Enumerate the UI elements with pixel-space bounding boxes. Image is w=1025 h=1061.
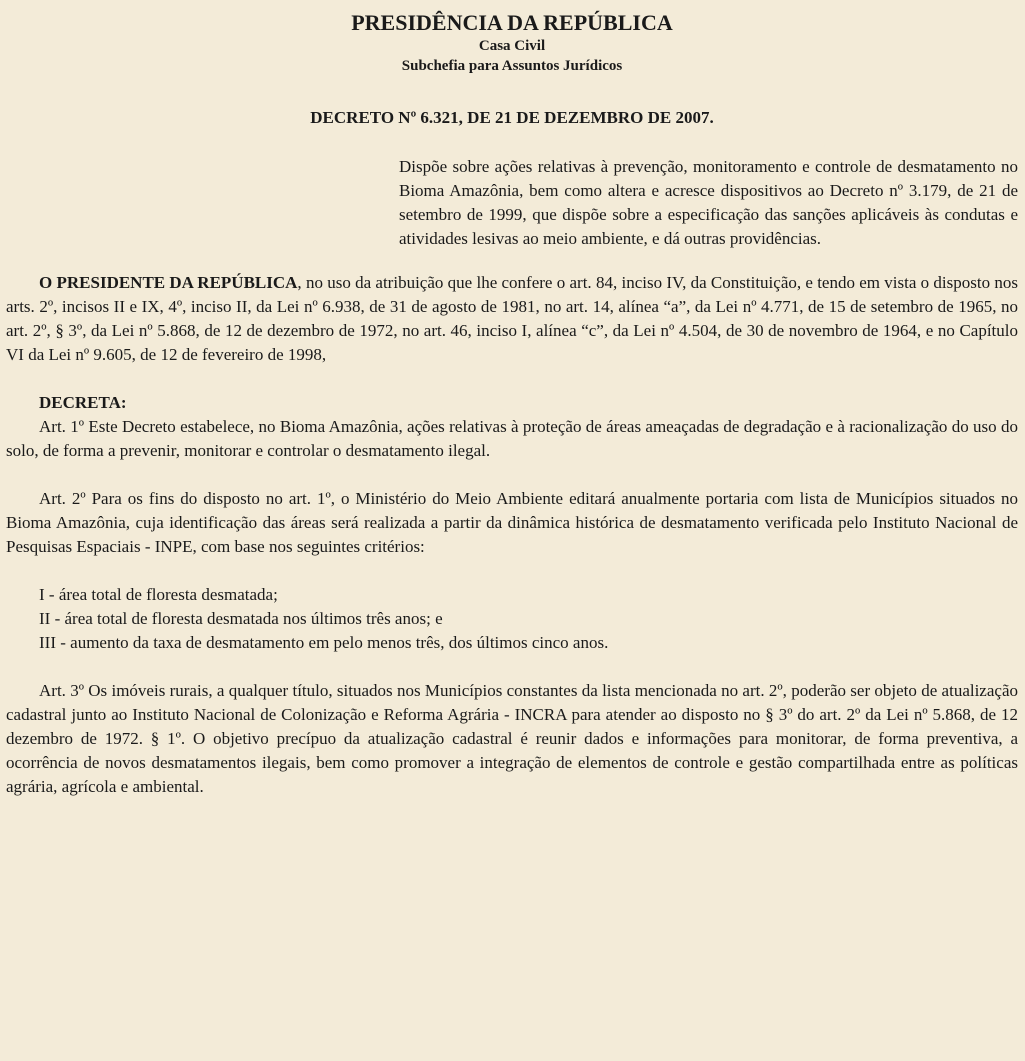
article-3: Art. 3º Os imóveis rurais, a qualquer título, situados nos Municípios constantes da lista mencionada no art. 2º, poderão ser objeto de atualização cadastral junto ao Instituto Nacional de Colonização e Reforma Agrária - INCRA para atender ao disposto no § 3º do art. 2º da Lei nº 5.868, de 12 dezembro de 1972. § 1º. O objetivo precípuo da atualização cadastral é reunir dados e informações para monitorar, de forma preventiva, a ocorrência de novos desmatamentos ilegais, bem como promover a integração de elementos de controle e gestão compartilhada entre as políticas agrária, agrícola e ambiental. bbox=[6, 681, 1018, 796]
article-2: Art. 2º Para os fins do disposto no art. 1º, o Ministério do Meio Ambiente editará anualmente portaria com lista de Municípios situados no Bioma Amazônia, cuja identificação das áreas será realizada a partir da dinâmica histórica de desmatamento verificada pelo Instituto Nacional de Pesquisas Espaciais - INPE, com base nos seguintes critérios: bbox=[6, 489, 1018, 556]
inciso-item: II - área total de floresta desmatada nos últimos três anos; e bbox=[39, 609, 443, 628]
decree-title: DECRETO Nº 6.321, DE 21 DE DEZEMBRO DE 2007. bbox=[310, 108, 714, 127]
presidency-heading: PRESIDÊNCIA DA REPÚBLICA bbox=[351, 10, 673, 35]
preamble-lead: O PRESIDENTE DA REPÚBLICA bbox=[39, 273, 298, 292]
document-page bbox=[6, 0, 1018, 799]
inciso-item: I - área total de floresta desmatada; bbox=[39, 585, 278, 604]
ementa: Dispõe sobre ações relativas à prevenção, monitoramento e controle de desmatamento no Bioma Amazônia, bem como altera e acresce dispositivos ao Decreto nº 3.179, de 21 de setembro de 1999, que dispõe sobre a especificação das sanções aplicáveis às condutas e atividades lesivas ao meio ambiente, e dá outras providências. bbox=[399, 157, 1018, 248]
document-header bbox=[6, 10, 1018, 76]
article-1: Art. 1º Este Decreto estabelece, no Bioma Amazônia, ações relativas à proteção de áreas ameaçadas de degradação e à racionalização do uso do solo, de forma a prevenir, monitorar e controlar o desmatamento ilegal. bbox=[6, 417, 1018, 460]
preamble-text: , no uso da atribuição que lhe confere o art. 84, inciso IV, da Constituição, e tendo em vista o disposto nos arts. 2º, incisos II e IX, 4º, inciso II, da Lei nº 6.938, de 31 de agosto de 1981, no art. 14, alínea “a”, da Lei nº 4.771, de 15 de setembro de 1965, no art. 2º, § 3º, da Lei nº 5.868, de 12 de dezembro de 1972, no art. 46, inciso I, alínea “c”, da Lei nº 4.504, de 30 de novembro de 1964, e no Capítulo VI da Lei nº 9.605, de 12 de fevereiro de 1998, bbox=[6, 273, 1018, 364]
preamble bbox=[6, 271, 1018, 367]
casa-civil-heading: Casa Civil bbox=[478, 38, 546, 54]
incisos-list bbox=[6, 583, 1018, 655]
decreta-heading: DECRETA: bbox=[39, 393, 127, 412]
subchefia-heading: Subchefia para Assuntos Jurídicos bbox=[401, 58, 623, 74]
inciso-item: III - aumento da taxa de desmatamento em pelo menos três, dos últimos cinco anos. bbox=[39, 633, 609, 652]
